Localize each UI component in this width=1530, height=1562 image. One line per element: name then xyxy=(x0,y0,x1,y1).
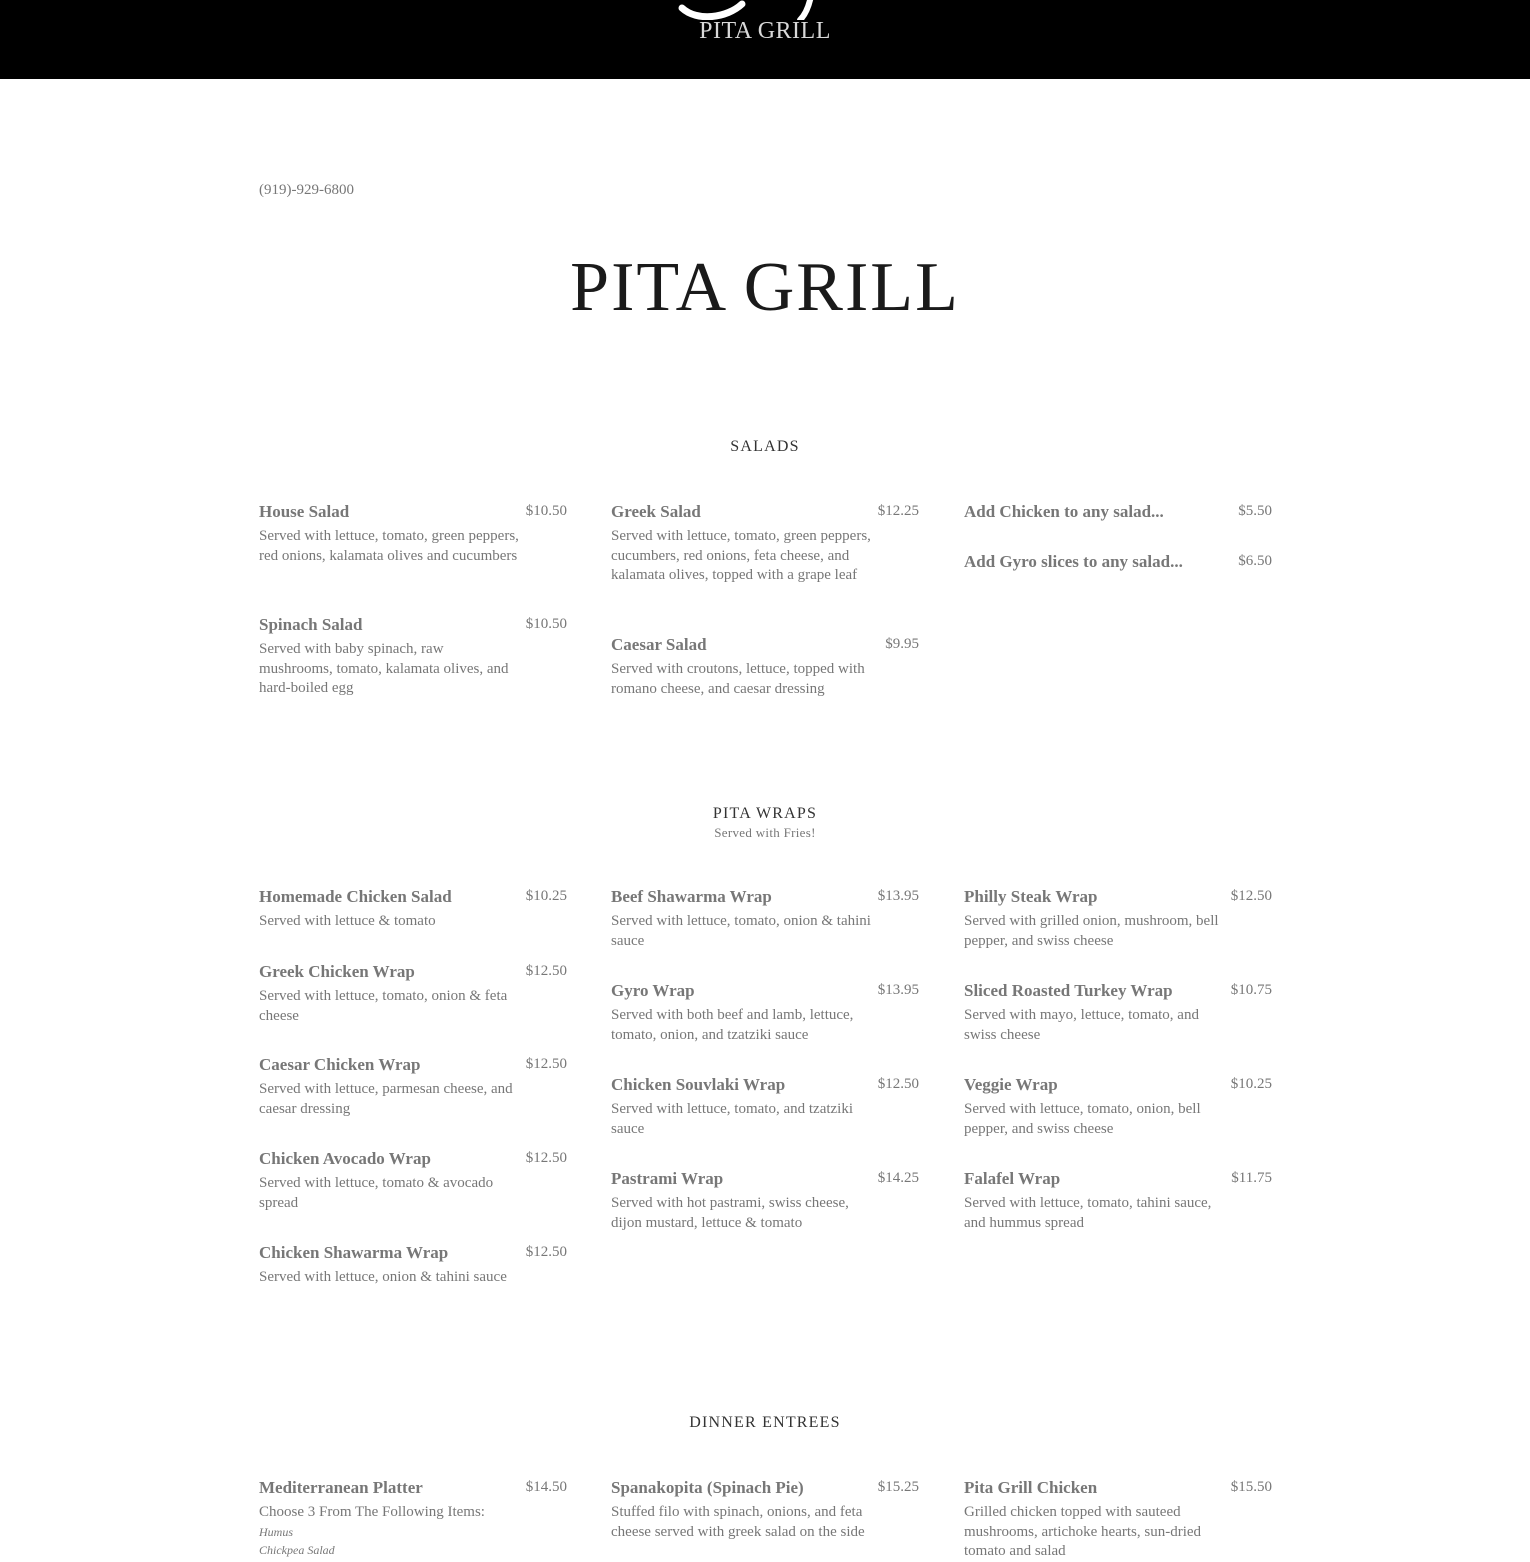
item-name: Add Chicken to any salad... xyxy=(964,502,1164,521)
page-title: PITA GRILL xyxy=(570,249,960,326)
item-description: Served with lettuce, tomato, tahini sauce, and hummus spread xyxy=(964,1195,1212,1231)
menu-item xyxy=(964,1075,1272,1139)
menu-item xyxy=(611,981,919,1045)
item-price: $6.50 xyxy=(1238,553,1272,569)
item-name: Chicken Souvlaki Wrap xyxy=(611,1075,786,1094)
item-description: Served with lettuce, tomato, onion, bell pepper, and swiss cheese xyxy=(964,1101,1201,1137)
section-subtitle-wraps: Served with Fries! xyxy=(714,825,816,840)
item-name: Veggie Wrap xyxy=(964,1075,1058,1094)
item-description: Served with lettuce, tomato, green peppers, cucumbers, red onions, feta cheese, and kalamata olives, topped with a grape leaf xyxy=(611,528,871,583)
item-name: Philly Steak Wrap xyxy=(964,887,1098,906)
item-price: $9.95 xyxy=(885,636,919,652)
item-price: $5.50 xyxy=(1238,503,1272,519)
item-price: $12.50 xyxy=(877,1076,919,1092)
section-title-salads: SALADS xyxy=(730,438,800,455)
item-name: Chicken Avocado Wrap xyxy=(259,1149,431,1168)
item-name: Gyro Wrap xyxy=(611,981,695,1000)
item-price: $10.50 xyxy=(525,616,567,632)
item-description: Served with lettuce, parmesan cheese, and caesar dressing xyxy=(259,1081,513,1117)
menu-item xyxy=(611,635,919,699)
phone-number[interactable]: (919)-929-6800 xyxy=(259,182,354,198)
menu-item xyxy=(964,887,1272,951)
item-description: Served with lettuce, tomato, green peppers, red onions, kalamata olives and cucumbers xyxy=(259,528,519,564)
section-title-wraps: PITA WRAPS xyxy=(712,805,818,822)
item-name: Chicken Shawarma Wrap xyxy=(259,1243,449,1262)
item-name: Greek Chicken Wrap xyxy=(259,962,415,981)
menu-item xyxy=(964,1169,1272,1233)
menu-item xyxy=(259,1055,567,1119)
item-description: Served with lettuce, tomato, onion & tahini sauce xyxy=(611,913,871,949)
item-description: Served with croutons, lettuce, topped with romano cheese, and caesar dressing xyxy=(611,661,865,697)
item-price: $12.50 xyxy=(525,1244,567,1260)
item-price: $12.50 xyxy=(525,1056,567,1072)
item-price: $14.50 xyxy=(525,1479,567,1495)
option-item: Humus xyxy=(259,1524,294,1539)
item-description: Served with lettuce, tomato, and tzatziki sauce xyxy=(611,1101,854,1137)
item-description: Choose 3 From The Following Items: xyxy=(259,1504,485,1520)
item-name: Caesar Chicken Wrap xyxy=(259,1055,421,1074)
menu-item xyxy=(259,615,567,699)
item-description: Served with lettuce & tomato xyxy=(259,913,436,929)
menu-item xyxy=(259,1149,567,1213)
menu-item xyxy=(611,1075,919,1139)
item-description: Stuffed filo with spinach, onions, and feta cheese served with greek salad on the side xyxy=(611,1504,865,1540)
item-name: Pastrami Wrap xyxy=(611,1169,724,1188)
menu-item xyxy=(259,502,567,566)
item-name: Sliced Roasted Turkey Wrap xyxy=(964,981,1173,1000)
menu-item xyxy=(964,552,1272,576)
item-description: Served with lettuce, tomato, onion & feta cheese xyxy=(259,988,508,1024)
item-price: $13.95 xyxy=(877,888,919,904)
menu-item xyxy=(259,1478,567,1559)
menu-item xyxy=(611,887,919,951)
header-bar xyxy=(0,0,1530,79)
option-item: Chickpea Salad xyxy=(259,1542,335,1557)
item-price: $11.75 xyxy=(1231,1170,1272,1186)
menu-item xyxy=(964,1478,1272,1562)
item-description: Served with baby spinach, raw mushrooms, tomato, kalamata olives, and hard-boiled egg xyxy=(259,641,509,696)
item-price: $12.50 xyxy=(1230,888,1272,904)
item-price: $10.25 xyxy=(1230,1076,1272,1092)
item-name: Homemade Chicken Salad xyxy=(259,887,452,906)
item-price: $10.25 xyxy=(525,888,567,904)
item-name: Caesar Salad xyxy=(611,635,707,654)
item-description: Served with grilled onion, mushroom, bell pepper, and swiss cheese xyxy=(964,913,1219,949)
item-price: $12.50 xyxy=(525,1150,567,1166)
item-description: Served with lettuce, tomato & avocado spread xyxy=(259,1175,494,1211)
option-list xyxy=(259,1523,567,1559)
header-title[interactable]: PITA GRILL xyxy=(699,18,831,44)
item-name: Beef Shawarma Wrap xyxy=(611,887,772,906)
item-description: Grilled chicken topped with sauteed mushrooms, artichoke hearts, sun-dried tomato and salad xyxy=(964,1504,1202,1559)
item-name: Mediterranean Platter xyxy=(259,1478,423,1497)
item-name: Spinach Salad xyxy=(259,615,363,634)
item-price: $12.25 xyxy=(877,503,919,519)
item-price: $12.50 xyxy=(525,963,567,979)
menu-item xyxy=(964,502,1272,526)
item-name: Pita Grill Chicken xyxy=(964,1478,1098,1497)
menu-item xyxy=(611,502,919,586)
item-description: Served with both beef and lamb, lettuce, tomato, onion, and tzatziki sauce xyxy=(611,1007,854,1043)
menu-item xyxy=(259,1243,567,1288)
item-price: $15.50 xyxy=(1230,1479,1272,1495)
menu-item xyxy=(259,962,567,1026)
item-name: Spanakopita (Spinach Pie) xyxy=(611,1478,804,1497)
menu-item xyxy=(259,887,567,932)
item-price: $10.50 xyxy=(525,503,567,519)
menu-item xyxy=(611,1169,919,1233)
item-price: $10.75 xyxy=(1230,982,1272,998)
item-name: Greek Salad xyxy=(611,502,701,521)
item-description: Served with lettuce, onion & tahini sauce xyxy=(259,1269,507,1285)
item-description: Served with mayo, lettuce, tomato, and swiss cheese xyxy=(964,1007,1199,1043)
item-name: Falafel Wrap xyxy=(964,1169,1061,1188)
item-description: Served with hot pastrami, swiss cheese, dijon mustard, lettuce & tomato xyxy=(611,1195,849,1231)
item-name: Add Gyro slices to any salad... xyxy=(964,552,1183,571)
item-price: $13.95 xyxy=(877,982,919,998)
item-price: $14.25 xyxy=(877,1170,919,1186)
menu-item xyxy=(964,981,1272,1045)
section-title-entrees: DINNER ENTREES xyxy=(689,1414,841,1431)
menu-item xyxy=(611,1478,919,1542)
logo-swash-icon xyxy=(672,0,852,20)
item-name: House Salad xyxy=(259,502,350,521)
item-price: $15.25 xyxy=(877,1479,919,1495)
